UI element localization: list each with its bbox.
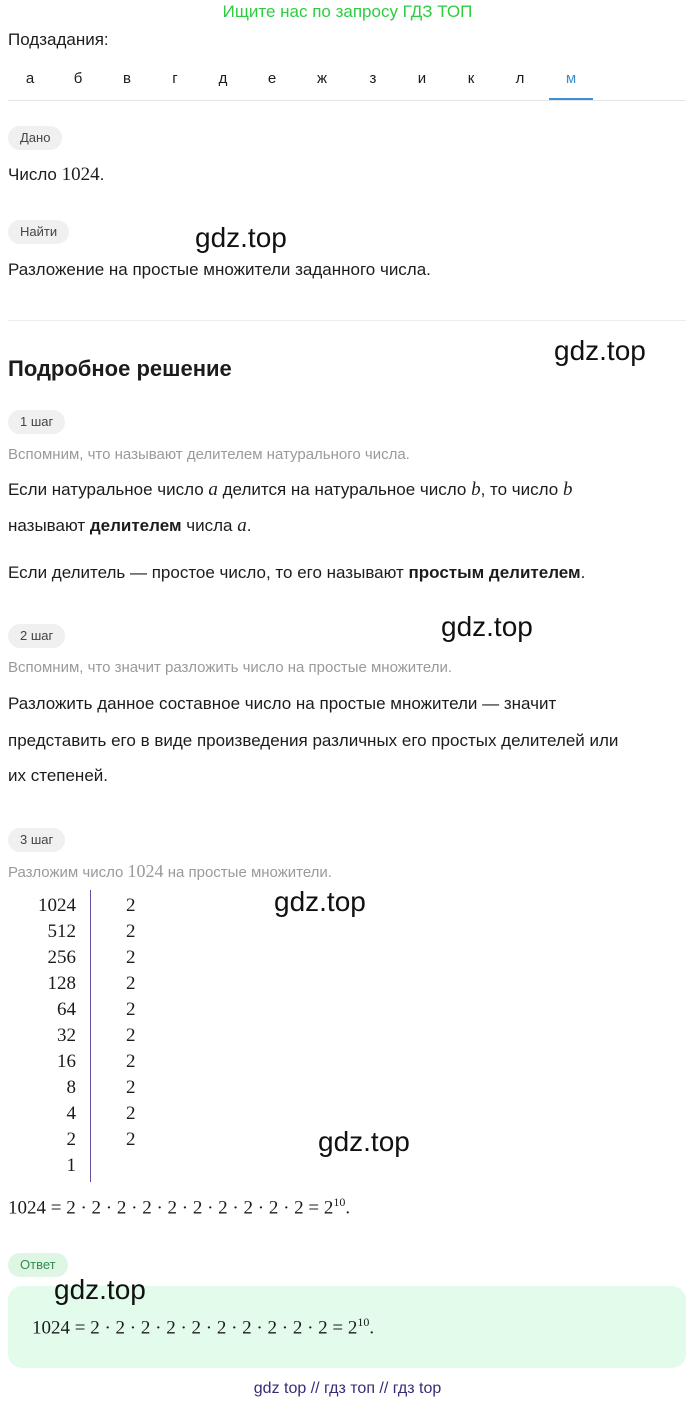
step3-badge: 3 шаг (8, 828, 65, 852)
promo-banner: Ищите нас по запросу ГДЗ ТОП (222, 2, 473, 21)
tab-m[interactable]: м (549, 70, 593, 100)
step1-line2-c: . (246, 516, 252, 535)
tab-e[interactable]: е (267, 70, 277, 87)
answer-result-end: . (369, 1317, 375, 1339)
given-text-before: Число (8, 165, 57, 184)
watermark: gdz.top (54, 1274, 146, 1305)
tab-a[interactable]: а (25, 70, 35, 87)
watermark: gdz.top (441, 611, 533, 642)
watermark: gdz.top (318, 1126, 410, 1157)
given-number: 1024 (61, 164, 100, 185)
step3-hint-before: Разложим число (8, 864, 124, 881)
step1-line3-c: . (580, 563, 586, 582)
answer-badge: Ответ (8, 1253, 68, 1277)
step3-result-exp: 10 (333, 1195, 346, 1209)
ladder-divisor: 2 (126, 1077, 136, 1098)
section-divider (8, 320, 686, 321)
given-text-after: . (99, 165, 105, 184)
step1-line3 (8, 562, 585, 584)
ladder-divisor: 2 (126, 895, 136, 916)
tab-l[interactable]: л (515, 70, 525, 87)
tab-g[interactable]: г (172, 70, 178, 87)
ladder-dividend: 1 (66, 1155, 76, 1176)
step3-result (8, 1195, 350, 1219)
step2-badge: 2 шаг (8, 624, 65, 648)
var-a: a (208, 479, 218, 500)
ladder-dividend: 1024 (38, 895, 76, 916)
step3-hint (8, 861, 332, 882)
var-a-2: a (237, 515, 247, 536)
step1-badge: 1 шаг (8, 410, 65, 434)
ladder-dividend: 512 (47, 921, 76, 942)
step3-result-end: . (345, 1197, 351, 1219)
step2-hint: Вспомним, что значит разложить число на простые множители. (8, 659, 453, 676)
tab-z[interactable]: з (369, 70, 377, 87)
tab-i[interactable]: и (417, 70, 427, 87)
var-b-2: b (562, 479, 573, 500)
given-badge: Дано (8, 126, 62, 150)
footer-links[interactable]: gdz top // гдз топ // гдз top (253, 1380, 442, 1397)
step3-hint-number: 1024 (127, 861, 164, 881)
step1-line2-a: называют (8, 516, 86, 535)
ladder-dividend: 16 (57, 1051, 76, 1072)
step3-result-base: 1024 = 2 · 2 · 2 · 2 · 2 · 2 · 2 · 2 · 2 · 2 = 2 (8, 1197, 334, 1219)
ladder-dividend: 8 (66, 1077, 76, 1098)
subtask-tabs (8, 64, 686, 101)
step2-line3: их степеней. (8, 766, 108, 785)
answer-result-base: 1024 = 2 · 2 · 2 · 2 · 2 · 2 · 2 · 2 · 2 · 2 = 2 (32, 1317, 358, 1339)
var-b: b (471, 479, 481, 500)
step1-line3-a: Если делитель — простое число, то его называют (8, 563, 404, 582)
tab-d[interactable]: д (218, 70, 228, 87)
ladder-divisor: 2 (126, 999, 136, 1020)
step1-line1 (8, 479, 572, 501)
step1-line2-b: числа (186, 516, 233, 535)
subtasks-label: Подзадания: (8, 30, 109, 49)
step1-line1-b: делится на натуральное число (222, 480, 467, 499)
ladder-dividend: 4 (66, 1103, 76, 1124)
step2-line1: Разложить данное составное число на простые множители — значит (8, 694, 557, 713)
solution-heading: Подробное решение (8, 356, 232, 381)
ladder-dividend: 256 (47, 947, 76, 968)
ladder-dividend: 64 (57, 999, 76, 1020)
answer-result (32, 1315, 374, 1339)
watermark: gdz.top (274, 886, 366, 917)
watermark: gdz.top (554, 335, 646, 366)
find-badge: Найти (8, 220, 69, 244)
step1-line1-a: Если натуральное число (8, 480, 204, 499)
ladder-divider-line (90, 890, 91, 1182)
ladder-divisor: 2 (126, 1025, 136, 1046)
divisor-term: делителем (89, 516, 182, 535)
tab-zh[interactable]: ж (316, 70, 328, 87)
ladder-dividend: 32 (57, 1025, 76, 1046)
step3-hint-after: на простые множители. (167, 864, 332, 881)
ladder-divisor: 2 (126, 921, 136, 942)
tab-k[interactable]: к (467, 70, 475, 87)
step1-line1-c: , то число (480, 480, 559, 499)
ladder-divisor: 2 (126, 1129, 136, 1150)
step1-hint: Вспомним, что называют делителем натурального числа. (8, 446, 410, 463)
step1-line2 (8, 515, 251, 537)
ladder-divisor: 2 (126, 1051, 136, 1072)
tab-b[interactable]: б (73, 70, 83, 87)
tab-v[interactable]: в (123, 70, 131, 87)
ladder-divisor: 2 (126, 973, 136, 994)
ladder-divisor: 2 (126, 1103, 136, 1124)
ladder-dividend: 128 (47, 973, 76, 994)
prime-divisor-term: простым делителем (408, 563, 581, 582)
step2-line2: представить его в виде произведения различных его простых делителей или (8, 731, 619, 750)
given-text (8, 164, 104, 186)
ladder-dividend: 2 (66, 1129, 76, 1150)
watermark: gdz.top (195, 222, 287, 253)
ladder-divisor: 2 (126, 947, 136, 968)
find-text: Разложение на простые множители заданного числа. (8, 260, 431, 279)
answer-result-exp: 10 (357, 1315, 370, 1329)
